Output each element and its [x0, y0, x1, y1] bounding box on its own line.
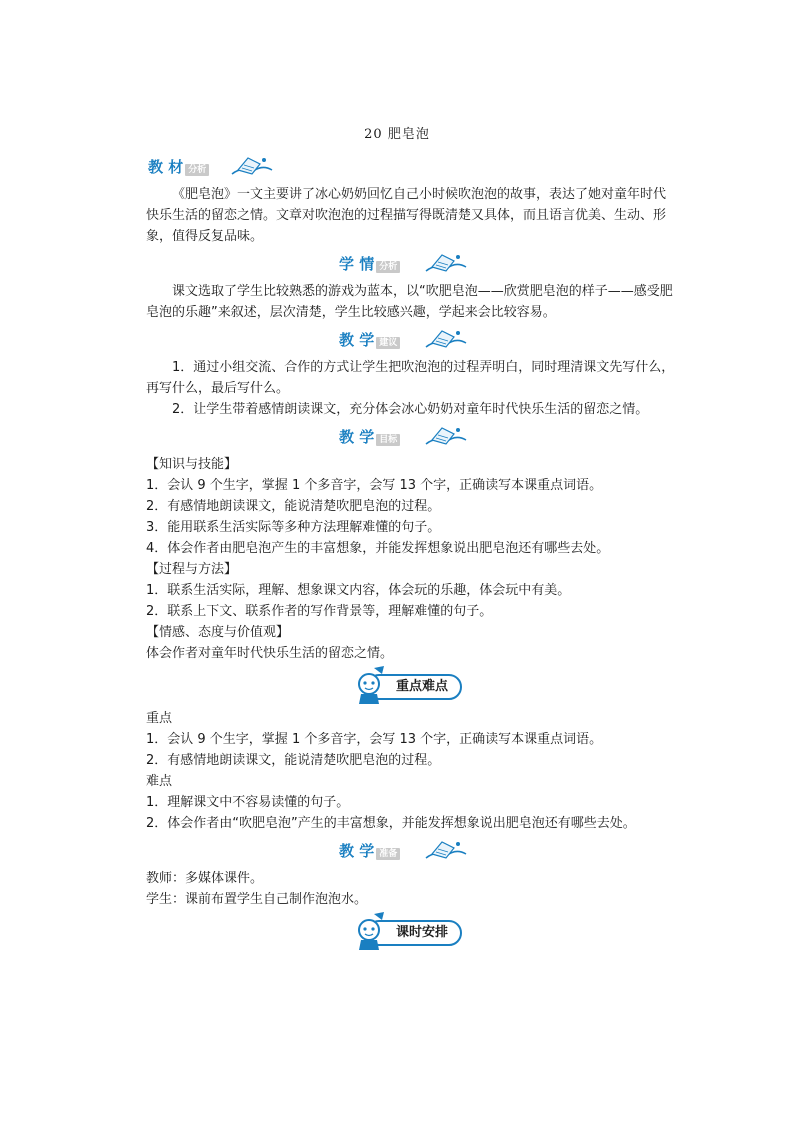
banner-tag: 分析 [185, 164, 209, 176]
banner-title: 教 学 [339, 428, 375, 446]
process-item: 1．联系生活实际，理解、想象课文内容，体会玩的乐趣，体会玩中有美。 [146, 583, 571, 598]
difficulty-label: 难点 [146, 774, 173, 789]
knowledge-item: 1．会认 9 个生字，掌握 1 个多音字，会写 13 个字，正确读写本课重点词语。 [146, 478, 603, 493]
section-banner-material [146, 154, 676, 182]
difficulty-item: 1．理解课文中不容易读懂的句子。 [146, 795, 350, 810]
book-doodle-icon [422, 327, 468, 353]
section-banner-prep [146, 838, 676, 866]
knowledge-heading: 【知识与技能】 [146, 457, 238, 472]
prep-student: 学生：课前布置学生自己制作泡泡水。 [146, 892, 368, 907]
badge-label: 课时安排 [366, 920, 462, 946]
banner-tag: 分析 [376, 261, 400, 273]
prep-teacher: 教师：多媒体课件。 [146, 871, 264, 886]
knowledge-item: 2．有感情地朗读课文，能说清楚吹肥皂泡的过程。 [146, 499, 441, 514]
difficulty-item: 2．体会作者由“吹肥皂泡”产生的丰富想象，并能发挥想象说出肥皂泡还有哪些去处。 [146, 816, 636, 831]
learning-paragraph: 课文选取了学生比较熟悉的游戏为蓝本，以“吹肥皂泡——欣赏肥皂泡的样子——感受肥皂泡的乐趣”来叙述，层次清楚，学生比较感兴趣，学起来会比较容易。 [146, 284, 673, 320]
book-doodle-icon [422, 251, 468, 277]
book-doodle-icon [228, 154, 274, 180]
process-heading: 【过程与方法】 [146, 562, 238, 577]
mascot-icon [352, 912, 388, 952]
banner-title: 学 情 [339, 255, 375, 273]
banner-tag: 建议 [376, 337, 400, 349]
section-banner-learning [146, 251, 676, 279]
suggestion-item: 1．通过小组交流、合作的方式让学生把吹泡泡的过程弄明白，同时理清课文先写什么，再写什么，最后写什么。 [146, 360, 675, 396]
suggestion-item: 2．让学生带着感情朗读课文，充分体会冰心奶奶对童年时代快乐生活的留恋之情。 [172, 402, 649, 417]
key-label: 重点 [146, 711, 173, 726]
badge-label: 重点难点 [366, 674, 462, 700]
section-badge-keypoints [146, 666, 676, 706]
emotion-heading: 【情感、态度与价值观】 [146, 625, 290, 640]
section-banner-goals [146, 424, 676, 452]
banner-title: 教 学 [339, 331, 375, 349]
process-item: 2．联系上下文、联系作者的写作背景等，理解难懂的句子。 [146, 604, 493, 619]
key-item: 1．会认 9 个生字，掌握 1 个多音字，会写 13 个字，正确读写本课重点词语。 [146, 732, 603, 747]
banner-tag: 准备 [376, 848, 400, 860]
material-paragraph: 《肥皂泡》一文主要讲了冰心奶奶回忆自己小时候吹泡泡的故事，表达了她对童年时代快乐生活的留恋之情。文章对吹泡泡的过程描写得既清楚又具体，而且语言优美、生动、形象，值得反复品味。 [146, 187, 667, 244]
knowledge-item: 3．能用联系生活实际等多种方法理解难懂的句子。 [146, 520, 441, 535]
mascot-icon [352, 666, 388, 706]
book-doodle-icon [422, 424, 468, 450]
lesson-title: 20 肥皂泡 [364, 127, 430, 142]
banner-tag: 目标 [376, 434, 400, 446]
emotion-text: 体会作者对童年时代快乐生活的留恋之情。 [146, 646, 394, 661]
key-item: 2．有感情地朗读课文，能说清楚吹肥皂泡的过程。 [146, 753, 441, 768]
document-body [146, 150, 676, 954]
banner-title: 教 学 [339, 842, 375, 860]
section-banner-suggestion [146, 327, 676, 355]
banner-title: 教 材 [148, 158, 184, 176]
section-badge-schedule [146, 912, 676, 952]
knowledge-item: 4．体会作者由肥皂泡产生的丰富想象，并能发挥想象说出肥皂泡还有哪些去处。 [146, 541, 610, 556]
book-doodle-icon [422, 838, 468, 864]
